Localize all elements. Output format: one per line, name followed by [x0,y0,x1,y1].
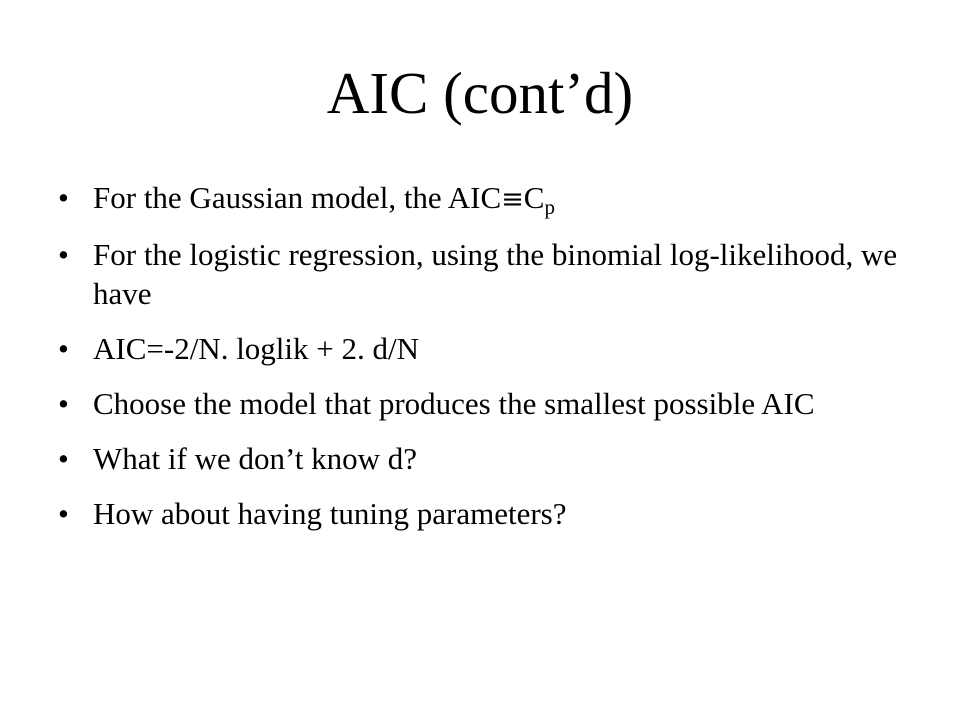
equivalence-symbol: ≡ [501,184,524,215]
bullet-text: For the Gaussian model, the AIC [93,180,502,215]
bullet-text: Choose the model that produces the smallest possible AIC [93,386,815,421]
bullet-dot-icon: • [58,496,69,531]
bullet-item-logistic-regression [58,235,898,313]
cp-variable: C [523,180,545,215]
bullet-text: What if we don’t know d? [93,441,417,476]
bullet-dot-icon: • [58,441,69,476]
bullet-list [58,178,898,549]
bullet-item-aic-formula [58,329,898,368]
bullet-dot-icon: • [58,237,69,272]
bullet-text: AIC=-2/N. loglik + 2. d/N [93,331,420,366]
bullet-item-gaussian-aic [58,178,898,219]
bullet-item-choose-model [58,384,898,423]
bullet-dot-icon: • [58,180,69,215]
bullet-dot-icon: • [58,386,69,421]
slide-title: AIC (cont’d) [326,60,634,126]
bullet-item-unknown-d [58,439,898,478]
bullet-dot-icon: • [58,331,69,366]
bullet-text: How about having tuning parameters? [93,496,567,531]
bullet-item-tuning-parameters [58,494,898,533]
bullet-text: For the logistic regression, using the binomial log-likelihood, we have [93,237,898,311]
cp-subscript: p [544,195,555,219]
